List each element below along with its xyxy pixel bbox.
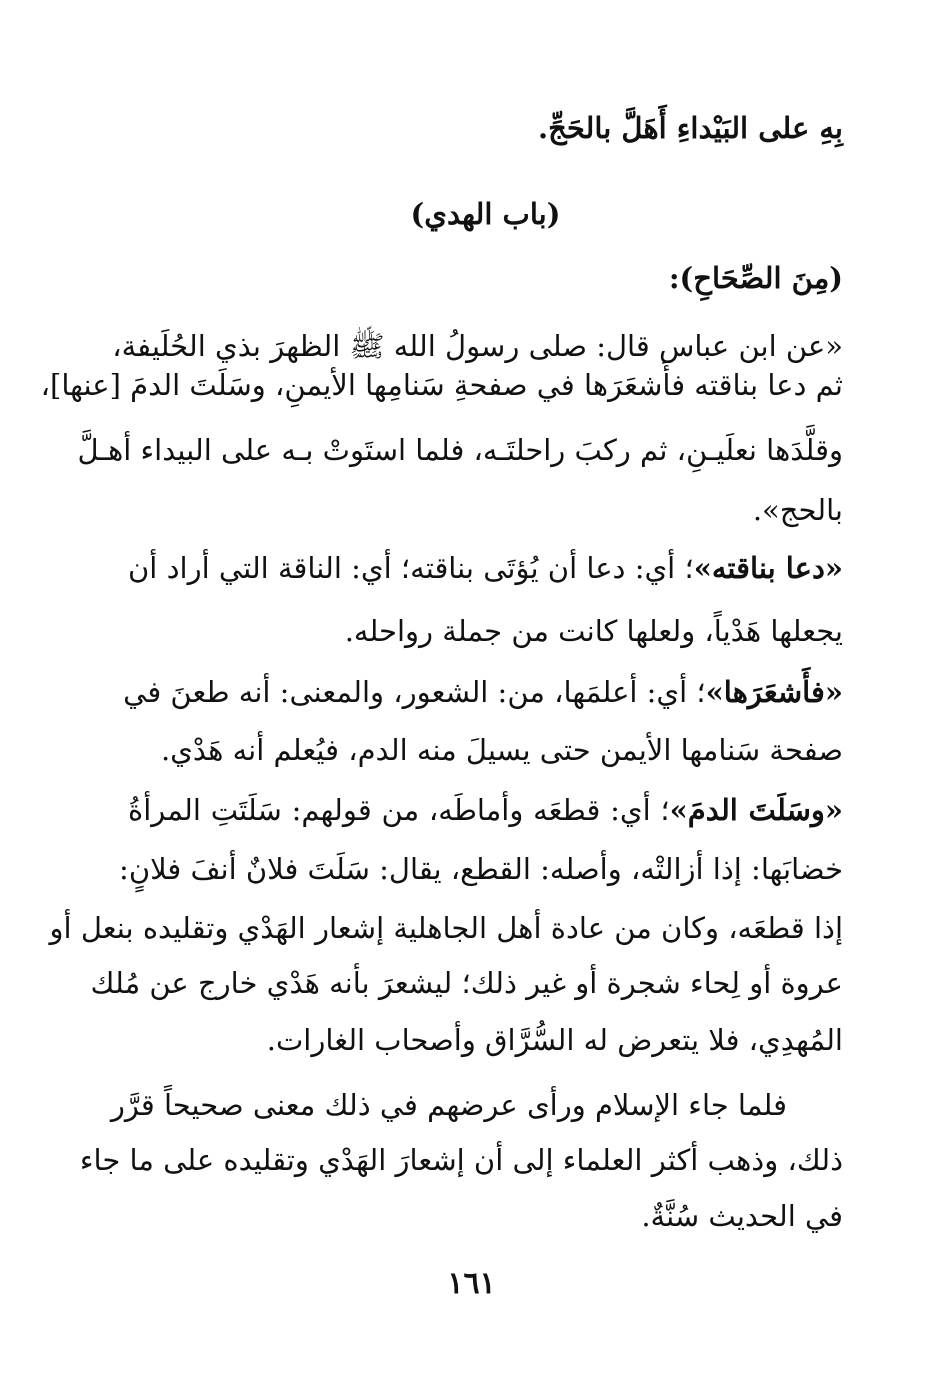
page-number: ١٦١ (447, 1266, 496, 1301)
explanation-line (123, 672, 843, 712)
closing-line: ذلك، وذهب أكثر العلماء إلى أن إشعارَ الهَدْي وتقليده على ما جاء (79, 1143, 843, 1177)
explained-term: «دعا بناقته» (693, 551, 843, 585)
explanation-text: ؛ أي: قطعَه وأماطَه، من قولهم: سَلَتَتِ المرأةُ (128, 793, 670, 827)
hadith-line: ثم دعا بناقته فأَشعَرَها في صفحةِ سَنامِها الأيمنِ، وسَلَتَ الدمَ [عنها]، (40, 368, 843, 402)
hadith-line: «عن ابن عباس قال: صلى رسولُ الله ﷺ الظهرَ بذي الحُلَيفة، (112, 329, 843, 363)
explained-term: «فأَشعَرَها» (705, 675, 843, 709)
explanation-line: يجعلها هَدْياً، ولعلها كانت من جملة رواحله. (344, 614, 843, 648)
explained-term: «وسَلَتَ الدمَ» (669, 793, 844, 827)
closing-line: في الحديث سُنَّةٌ. (641, 1199, 843, 1233)
hadith-line: بالحج». (752, 493, 843, 527)
page-body (40, 0, 844, 1377)
explanation-line: إذا قطعَه، وكان من عادة أهل الجاهلية إشعار الهَدْي وتقليده بنعل أو (49, 911, 843, 945)
explanation-line: صفحة سَنامها الأيمن حتى يسيلَ منه الدم، فيُعلم أنه هَدْي. (160, 733, 843, 767)
section-title: (باب الهدي) (410, 197, 561, 231)
explanation-line: خضابَها: إذا أزالتْه، وأصله: القطع، يقال: سَلَتَ فلانٌ أنفَ فلانٍ: (119, 852, 843, 886)
explanation-line (128, 548, 843, 588)
explanation-text: ؛ أي: دعا أن يُؤتَى بناقته؛ أي: الناقة التي أراد أن (128, 551, 694, 585)
closing-line: فلما جاء الإسلام ورأى عرضهم في ذلك معنى صحيحاً قرَّر (110, 1088, 787, 1122)
explanation-line: المُهدِي، فلا يتعرض له السُّرَّاق وأصحاب الغارات. (266, 1023, 843, 1057)
subsection-heading: (مِنَ الصِّحَاحِ): (668, 261, 843, 295)
explanation-text: ؛ أي: أعلمَها، من: الشعور، والمعنى: أنه طعنَ في (123, 675, 706, 709)
explanation-line: عروة أو لِحاء شجرة أو غير ذلك؛ ليشعرَ بأنه هَدْي خارج عن مُلك (90, 966, 843, 1000)
hadith-line: وقلَّدَها نعلَيـنِ، ثم ركبَ راحلتَـه، فلما استَوتْ بـه على البيداء أهـلَّ (77, 433, 843, 467)
top-line: بِهِ على البَيْداءِ أَهَلَّ بالحَجِّ. (538, 111, 843, 145)
explanation-line (128, 790, 843, 830)
